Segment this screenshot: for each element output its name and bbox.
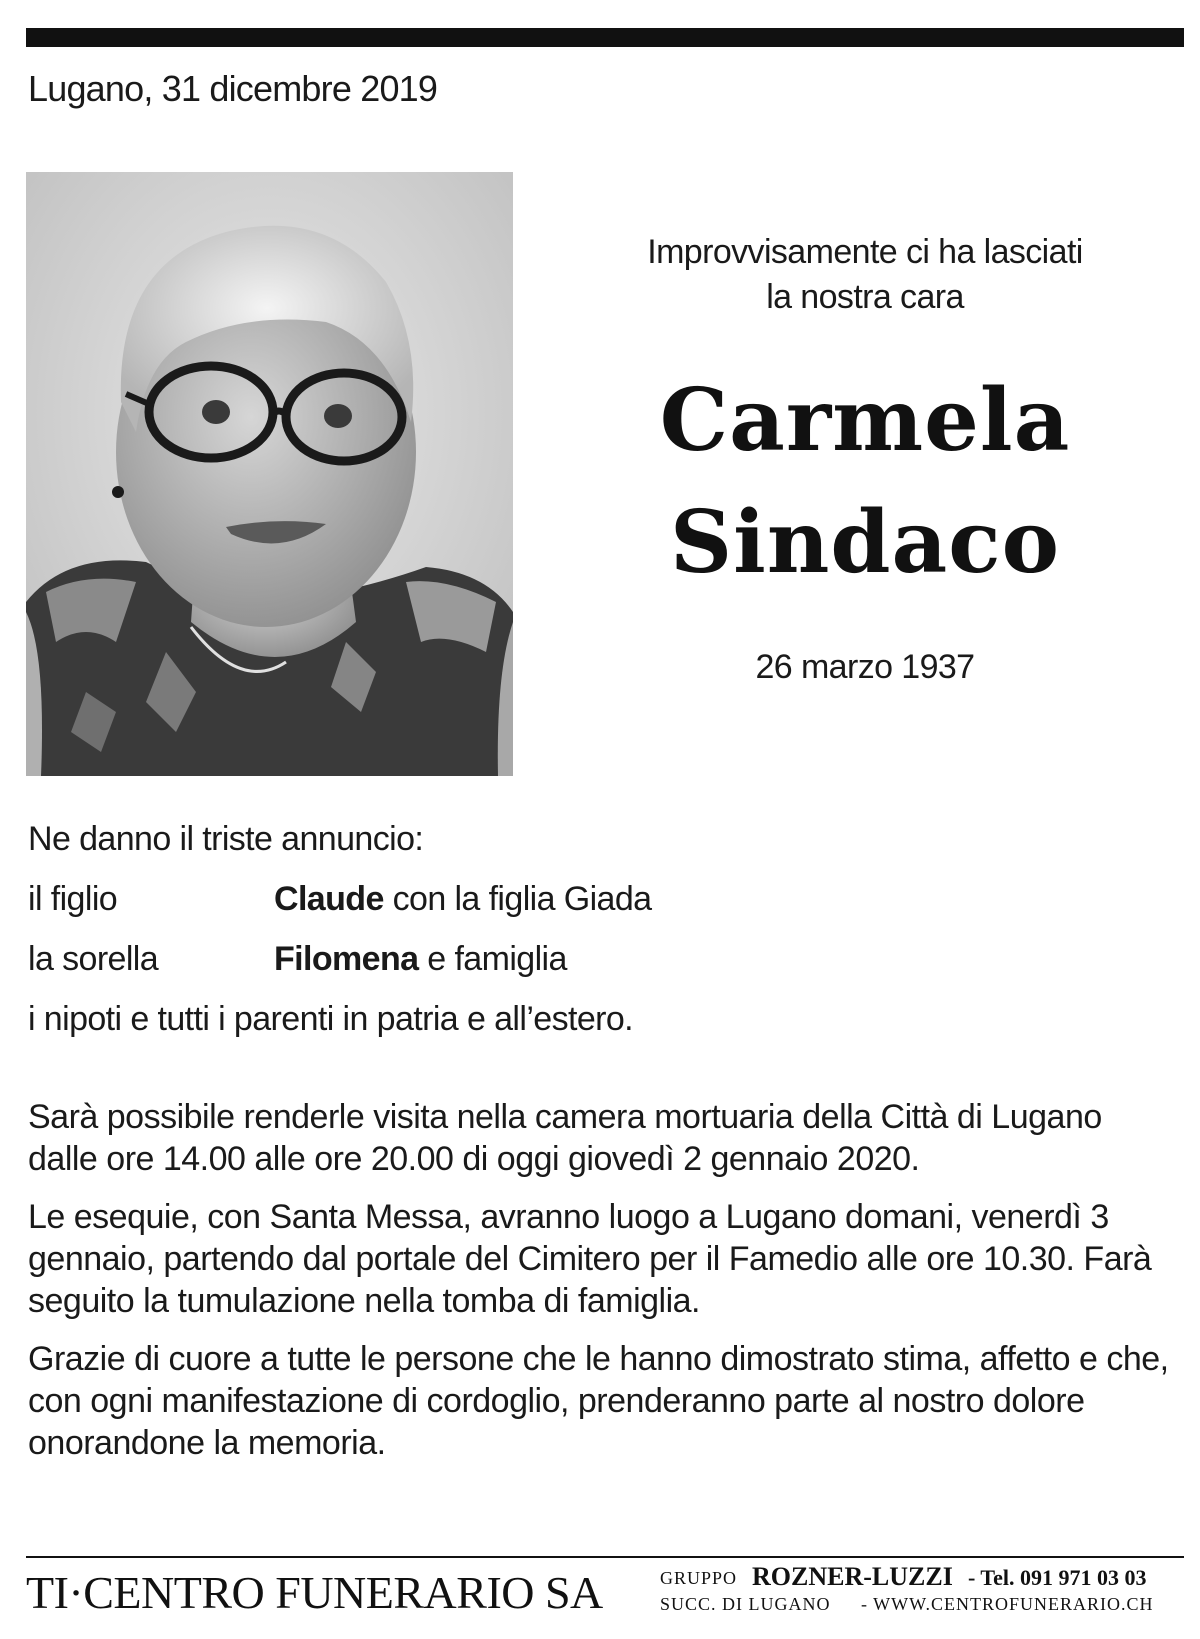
relation-label: la sorella [28,940,159,978]
footer-gruppo: GRUPPO [660,1568,738,1588]
relation-rest: con la figlia Giada [383,880,652,918]
footer [26,1560,1186,1622]
funeral-home-brand: TI·CENTRO FUNERARIO SA [26,1567,603,1618]
footer-group-name: ROZNER-LUZZI [752,1562,953,1591]
bottom-rule [26,1556,1184,1558]
relation-name: Claude [274,880,384,918]
family-heading: Ne danno il triste annuncio: [28,820,424,858]
thanks-paragraph: Grazie di cuore a tutte le persone che le hanno dimostrato stima, affetto e che, con ogni manifestazione di cordoglio, prenderanno parte al nostro dolore onorandone la memoria. [28,1340,1169,1462]
top-rule [26,28,1184,47]
footer-branch: SUCC. DI LUGANO [660,1594,831,1614]
footer-phone: - Tel. 091 971 03 03 [968,1565,1147,1590]
intro-line-2: la nostra cara [766,278,964,316]
relation-row [28,880,652,919]
family-closing: i nipoti e tutti i parenti in patria e all’estero. [28,1000,634,1038]
funeral-paragraph: Le esequie, con Santa Messa, avranno luogo a Lugano domani, venerdì 3 gennaio, partendo dal portale del Cimitero per il Famedio alle ore 10.30. Farà seguito la tumulazione nella tomba di famiglia. [28,1198,1152,1320]
relation-rest: e famiglia [418,940,567,978]
relation-row [28,940,567,979]
deceased-last-name: Sindaco [670,492,1060,593]
footer-website: - WWW.CENTROFUNERARIO.CH [861,1594,1154,1614]
intro-text [560,230,1170,320]
birth-date: 26 marzo 1937 [755,648,975,686]
visit-paragraph: Sarà possibile renderle visita nella camera mortuaria della Città di Lugano dalle ore 14.00 alle ore 20.00 di oggi giovedì 2 gennaio 2020. [28,1098,1102,1178]
portrait-photo [26,172,513,776]
relation-label: il figlio [28,880,118,918]
intro-line-1: Improvvisamente ci ha lasciati [647,233,1083,271]
relation-name: Filomena [274,940,419,978]
deceased-first-name: Carmela [659,370,1071,471]
place-date: Lugano, 31 dicembre 2019 [28,68,438,109]
